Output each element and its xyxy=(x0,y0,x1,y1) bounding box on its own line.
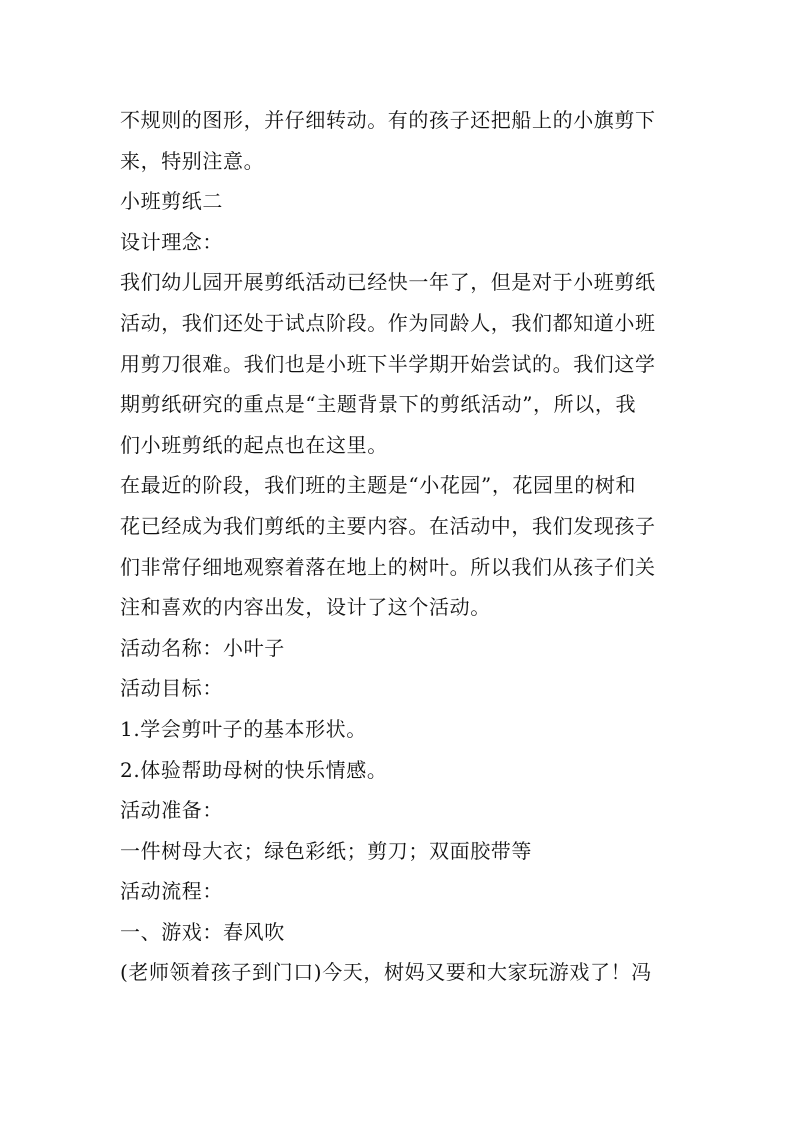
document-body xyxy=(120,100,676,993)
list-item: 2.体验帮助母树的快乐情感。 xyxy=(120,757,388,782)
list-item: 1.学会剪叶子的基本形状。 xyxy=(120,716,367,741)
text-line: (老师领着孩子到门口)今天，树妈又要和大家玩游戏了！冯 xyxy=(120,960,652,985)
text-line: 用剪刀很难。我们也是小班下半学期开始尝试的。我们这学 xyxy=(120,351,656,376)
subheading: 活动目标： xyxy=(120,676,223,701)
subheading: 活动准备： xyxy=(120,798,223,823)
text-line: 不规则的图形，并仔细转动。有的孩子还把船上的小旗剪下 xyxy=(120,108,656,132)
text-line: 们小班剪纸的起点也在这里。 xyxy=(120,432,388,457)
text-line: 活动，我们还处于试点阶段。作为同龄人，我们都知道小班 xyxy=(120,310,656,335)
text-line: 来，特别注意。 xyxy=(120,148,265,173)
subheading: 活动流程： xyxy=(120,879,223,904)
text-line: 我们幼儿园开展剪纸活动已经快一年了，但是对于小班剪纸 xyxy=(120,270,656,295)
text-line: 期剪纸研究的重点是“主题背景下的剪纸活动”，所以，我 xyxy=(120,392,637,417)
activity-name: 活动名称：小叶子 xyxy=(120,635,285,660)
text-line: 花已经成为我们剪纸的主要内容。在活动中，我们发现孩子 xyxy=(120,513,656,538)
text-line: 注和喜欢的内容出发，设计了这个活动。 xyxy=(120,595,491,620)
section-heading: 小班剪纸二 xyxy=(120,189,223,214)
step-heading: 一、游戏：春风吹 xyxy=(120,919,285,944)
text-line: 一件树母大衣；绿色彩纸；剪刀；双面胶带等 xyxy=(120,838,532,863)
text-line: 们非常仔细地观察着落在地上的树叶。所以我们从孩子们关 xyxy=(120,554,656,579)
subheading: 设计理念： xyxy=(120,229,223,254)
text-line: 在最近的阶段，我们班的主题是“小花园”，花园里的树和 xyxy=(120,473,637,498)
